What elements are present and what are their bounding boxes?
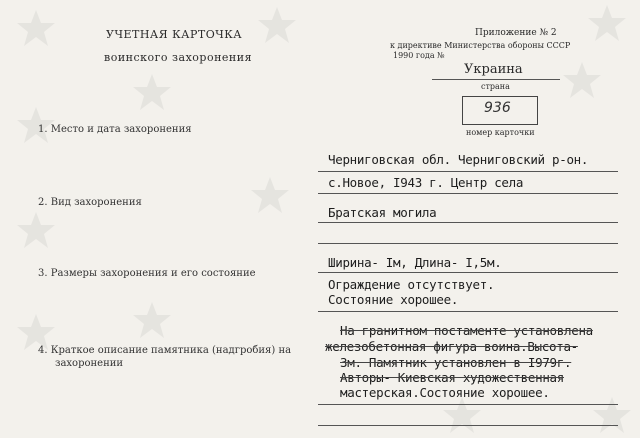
field-3-line-3: Состояние хорошее.: [328, 292, 459, 307]
field-4-label-cont: захоронении: [55, 358, 124, 369]
field-3-line-2: Ограждение отсутствует.: [328, 277, 495, 292]
field-4-line-4: Авторы- Киевская художественная: [340, 370, 564, 385]
field-2-rule-1: [318, 222, 618, 223]
field-4-line-2: железобетонная фигура воина.Высота-: [325, 339, 578, 354]
country-caption: страна: [481, 82, 510, 91]
field-2-rule-2: [318, 243, 618, 244]
card-number-value: 936: [484, 100, 511, 116]
card-title: УЧЕТНАЯ КАРТОЧКА: [106, 28, 243, 41]
field-4-line-3: 3м. Памятник установлен в I979г.: [340, 355, 572, 370]
field-4-rule-1: [318, 404, 618, 405]
field-4-rule-2: [318, 425, 618, 426]
appendix-directive: к директиве Министерства обороны СССР: [390, 41, 571, 50]
field-3-rule-1: [318, 272, 618, 273]
field-3-line-1: Ширина- Iм, Длина- I,5м.: [328, 255, 502, 270]
field-3-label: 3. Размеры захоронения и его состояние: [38, 268, 256, 279]
appendix-year: 1990 года №: [393, 51, 445, 60]
country-value: Украина: [464, 62, 523, 77]
field-4-line-5: мастерская.Состояние хорошее.: [340, 385, 550, 400]
watermark-icon: [255, 5, 299, 45]
appendix-title: Приложение № 2: [475, 28, 557, 38]
field-1-rule-1: [318, 171, 618, 172]
field-1-label: 1. Место и дата захоронения: [38, 124, 192, 135]
field-2-line-1: Братская могила: [328, 205, 437, 220]
watermark-icon: [590, 395, 634, 435]
field-3-rule-2: [318, 311, 618, 312]
watermark-icon: [585, 3, 629, 43]
watermark-icon: [130, 72, 174, 112]
watermark-icon: [440, 395, 484, 435]
watermark-icon: [14, 8, 58, 48]
watermark-icon: [248, 175, 292, 215]
watermark-icon: [130, 300, 174, 340]
watermark-icon: [560, 60, 604, 100]
field-1-rule-2: [318, 193, 618, 194]
field-1-line-1: Черниговская обл. Черниговский р-он.: [328, 152, 589, 167]
field-4-line-1: На гранитном постаменте установлена: [340, 323, 593, 338]
card-number-caption: номер карточки: [466, 128, 535, 137]
field-1-line-2: с.Новое, I943 г. Центр села: [328, 175, 524, 190]
field-2-label: 2. Вид захоронения: [38, 197, 142, 208]
card-subtitle: воинского захоронения: [104, 51, 253, 64]
watermark-icon: [14, 210, 58, 250]
country-underline: [432, 79, 560, 80]
field-4-label: 4. Краткое описание памятника (надгробия) на: [38, 345, 292, 356]
